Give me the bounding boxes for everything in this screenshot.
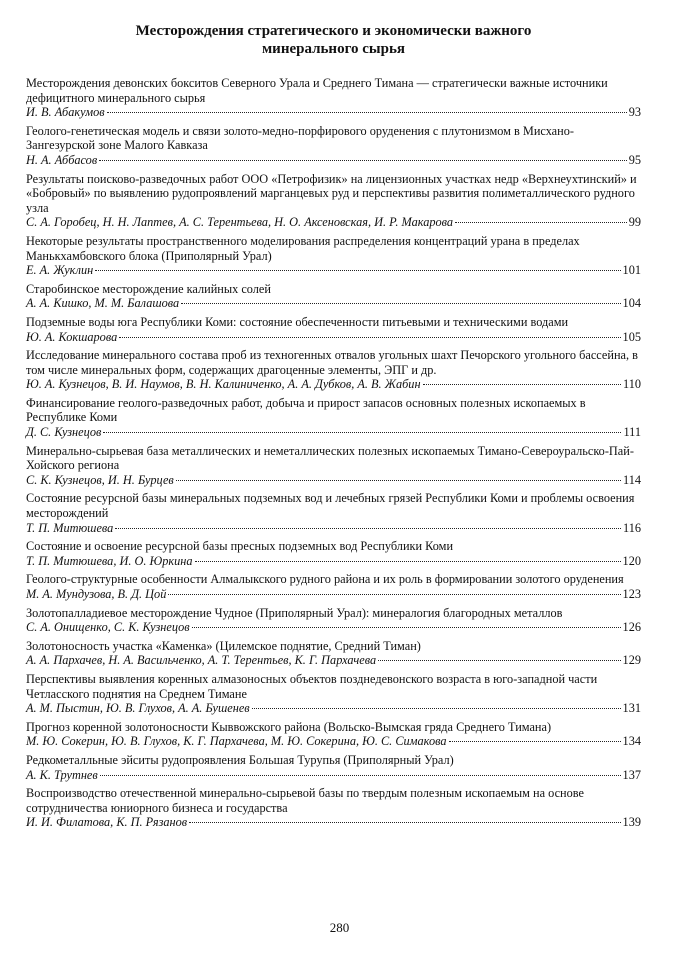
dot-leader bbox=[99, 160, 627, 161]
entry-author-line bbox=[26, 620, 641, 635]
toc-entry bbox=[26, 172, 641, 230]
toc-entry bbox=[26, 315, 641, 344]
entry-page-number: 116 bbox=[623, 520, 641, 535]
entry-title: Воспроизводство отечественной минерально-сырьевой базы по твердым полезным ископаемым на основе сотрудничества юниорного бизнеса и государства bbox=[26, 786, 584, 815]
entry-authors: Д. С. Кузнецов bbox=[26, 425, 102, 440]
entry-authors: Е. А. Жуклин bbox=[26, 263, 94, 278]
entry-author-line bbox=[26, 473, 641, 488]
entry-page-number: 99 bbox=[628, 215, 641, 230]
entry-authors: М. Ю. Сокерин, Ю. В. Глухов, К. Г. Пархачева, М. Ю. Сокерина, Ю. С. Симакова bbox=[26, 734, 447, 749]
dot-leader bbox=[252, 708, 621, 709]
entry-author-line bbox=[26, 701, 641, 716]
entry-page-number: 126 bbox=[622, 620, 641, 635]
table-of-contents bbox=[26, 76, 641, 830]
entry-page-number: 137 bbox=[622, 767, 641, 782]
toc-entry bbox=[26, 606, 641, 635]
entry-authors: Н. А. Аббасов bbox=[26, 152, 98, 167]
toc-entry bbox=[26, 786, 641, 830]
entry-page-number: 110 bbox=[623, 377, 641, 392]
dot-leader bbox=[168, 594, 620, 595]
toc-entry bbox=[26, 282, 641, 311]
dot-leader bbox=[176, 480, 621, 481]
entry-author-line bbox=[26, 521, 641, 536]
entry-author-line bbox=[26, 377, 641, 392]
entry-title: Прогноз коренной золотоносности Кыввожского района (Вольско-Вымская гряда Среднего Тимана) bbox=[26, 719, 552, 734]
entry-title: Золотопалладиевое месторождение Чудное (Приполярный Урал): минералогия благородных металлов bbox=[26, 605, 563, 620]
entry-title: Геолого-генетическая модель и связи золото-медно-порфирового оруденения с плутонизмом в Мисхано-Зангезурской зоне Малого Кавказа bbox=[26, 123, 574, 153]
dot-leader bbox=[100, 775, 621, 776]
toc-entry bbox=[26, 753, 641, 782]
dot-leader bbox=[103, 432, 621, 433]
entry-authors: М. А. Мундузова, В. Д. Цой bbox=[26, 587, 167, 601]
entry-author-line bbox=[26, 330, 641, 345]
entry-authors: Т. П. Митюшева, И. О. Юркина bbox=[26, 553, 193, 568]
entry-page-number: 104 bbox=[622, 296, 641, 311]
entry-page-number: 111 bbox=[623, 425, 641, 440]
entry-authors: С. А. Горобец, Н. Н. Лаптев, А. С. Терентьева, Н. О. Аксеновская, И. Р. Макарова bbox=[26, 215, 454, 230]
entry-author-line bbox=[26, 587, 641, 602]
entry-title: Редкометалльные эйситы рудопроявления Большая Турупья (Приполярный Урал) bbox=[26, 752, 454, 767]
entry-page-number: 120 bbox=[622, 553, 641, 568]
entry-authors: С. А. Онищенко, С. К. Кузнецов bbox=[26, 620, 190, 635]
entry-page-number: 134 bbox=[622, 734, 641, 749]
entry-title: Исследование минерального состава проб из техногенных отвалов угольных шахт Печорского угольного бассейна, в том числе минеральных форм, содержащих драгоценные элементы, ЭПГ и др. bbox=[26, 348, 638, 377]
entry-author-line bbox=[26, 425, 641, 440]
entry-authors: Т. П. Митюшева bbox=[26, 520, 114, 535]
entry-page-number: 131 bbox=[622, 701, 641, 716]
entry-page-number: 95 bbox=[628, 152, 641, 167]
page-number: 280 bbox=[329, 920, 350, 935]
dot-leader bbox=[107, 112, 627, 113]
entry-title: Золотоносность участка «Каменка» (Цилемское поднятие, Средний Тиман) bbox=[26, 638, 421, 653]
toc-entry bbox=[26, 572, 641, 601]
dot-leader bbox=[195, 561, 621, 562]
dot-leader bbox=[189, 822, 620, 823]
dot-leader bbox=[115, 528, 621, 529]
entry-author-line bbox=[26, 768, 641, 783]
entry-authors: А. А. Кишко, М. М. Балашова bbox=[26, 296, 180, 311]
entry-page-number: 129 bbox=[622, 653, 641, 668]
toc-entry bbox=[26, 76, 641, 120]
toc-entry bbox=[26, 396, 641, 440]
entry-authors: А. К. Трутнев bbox=[26, 767, 98, 782]
entry-title: Состояние и освоение ресурсной базы пресных подземных вод Республики Коми bbox=[26, 539, 454, 554]
entry-author-line bbox=[26, 153, 641, 168]
entry-title: Подземные воды юга Республики Коми: состояние обеспеченности питьевыми и техническими водами bbox=[26, 314, 569, 329]
entry-author-line bbox=[26, 215, 641, 230]
dot-leader bbox=[119, 337, 620, 338]
dot-leader bbox=[192, 627, 621, 628]
entry-title: Некоторые результаты пространственного моделирования распределения концентраций урана в пределах Манькхамбовского блока (Приполярный Урал) bbox=[26, 233, 580, 263]
entry-authors: И. И. Филатова, К. П. Рязанов bbox=[26, 815, 188, 830]
entry-page-number: 139 bbox=[622, 815, 641, 830]
entry-author-line bbox=[26, 815, 641, 830]
toc-entry bbox=[26, 234, 641, 278]
entry-title: Геолого-структурные особенности Алмалыкского рудного района и их роль в формировании золотого оруденения bbox=[26, 572, 624, 587]
entry-title: Минерально-сырьевая база металлических и неметаллических полезных ископаемых Тимано-Североуральско-Пай-Хойского региона bbox=[26, 443, 634, 473]
dot-leader bbox=[455, 222, 627, 223]
entry-author-line bbox=[26, 734, 641, 749]
entry-title: Месторождения девонских бокситов Северного Урала и Среднего Тимана — стратегически важные источники дефицитного минерального сырья bbox=[26, 76, 608, 105]
dot-leader bbox=[449, 741, 621, 742]
entry-authors: Ю. А. Кокшарова bbox=[26, 329, 118, 344]
entry-author-line bbox=[26, 296, 641, 311]
toc-entry bbox=[26, 491, 641, 535]
dot-leader bbox=[95, 270, 620, 271]
entry-author-line bbox=[26, 554, 641, 569]
entry-authors: А. М. Пыстин, Ю. В. Глухов, А. А. Бушенев bbox=[26, 701, 250, 716]
toc-entry bbox=[26, 348, 641, 392]
entry-page-number: 93 bbox=[628, 105, 641, 120]
entry-page-number: 105 bbox=[622, 329, 641, 344]
toc-entry bbox=[26, 539, 641, 568]
entry-author-line bbox=[26, 263, 641, 278]
dot-leader bbox=[378, 660, 620, 661]
entry-authors: Ю. А. Кузнецов, В. И. Наумов, В. Н. Калиниченко, А. А. Дубков, А. В. Жабин bbox=[26, 377, 421, 392]
dot-leader bbox=[423, 384, 621, 385]
entry-author-line bbox=[26, 653, 641, 668]
entry-page-number: 123 bbox=[622, 587, 641, 601]
dot-leader bbox=[181, 303, 620, 304]
section-title: Месторождения стратегического и экономически важного минерального сырья bbox=[135, 23, 532, 57]
entry-page-number: 101 bbox=[622, 263, 641, 278]
entry-author-line bbox=[26, 105, 641, 120]
entry-title: Старобинское месторождение калийных солей bbox=[26, 281, 271, 296]
toc-entry bbox=[26, 672, 641, 716]
toc-entry bbox=[26, 444, 641, 488]
entry-title: Состояние ресурсной базы минеральных подземных вод и лечебных грязей Республики Коми и проблемы освоения месторождений bbox=[26, 491, 635, 521]
entry-authors: А. А. Пархачев, Н. А. Васильченко, А. Т. Терентьев, К. Г. Пархачева bbox=[26, 653, 377, 668]
entry-authors: С. К. Кузнецов, И. Н. Бурцев bbox=[26, 472, 174, 487]
entry-page-number: 114 bbox=[623, 472, 641, 487]
toc-entry bbox=[26, 639, 641, 668]
toc-entry bbox=[26, 124, 641, 168]
entry-title: Финансирование геолого-разведочных работ, добыча и прирост запасов основных полезных ископаемых в Республике Коми bbox=[26, 395, 586, 425]
entry-title: Перспективы выявления коренных алмазоносных объектов позднедевонского возраста в юго-западной части Четласского поднятия на Среднем Тимане bbox=[26, 671, 598, 701]
toc-entry bbox=[26, 720, 641, 749]
entry-authors: И. В. Абакумов bbox=[26, 105, 105, 120]
entry-title: Результаты поисково-разведочных работ ООО «Петрофизик» на лицензионных участках недр «Верхнеухтинский» и «Бобровый» по выявлению рудопроявлений марганцевых руд и перспективы развития полиметаллического рудного узла bbox=[26, 171, 637, 215]
